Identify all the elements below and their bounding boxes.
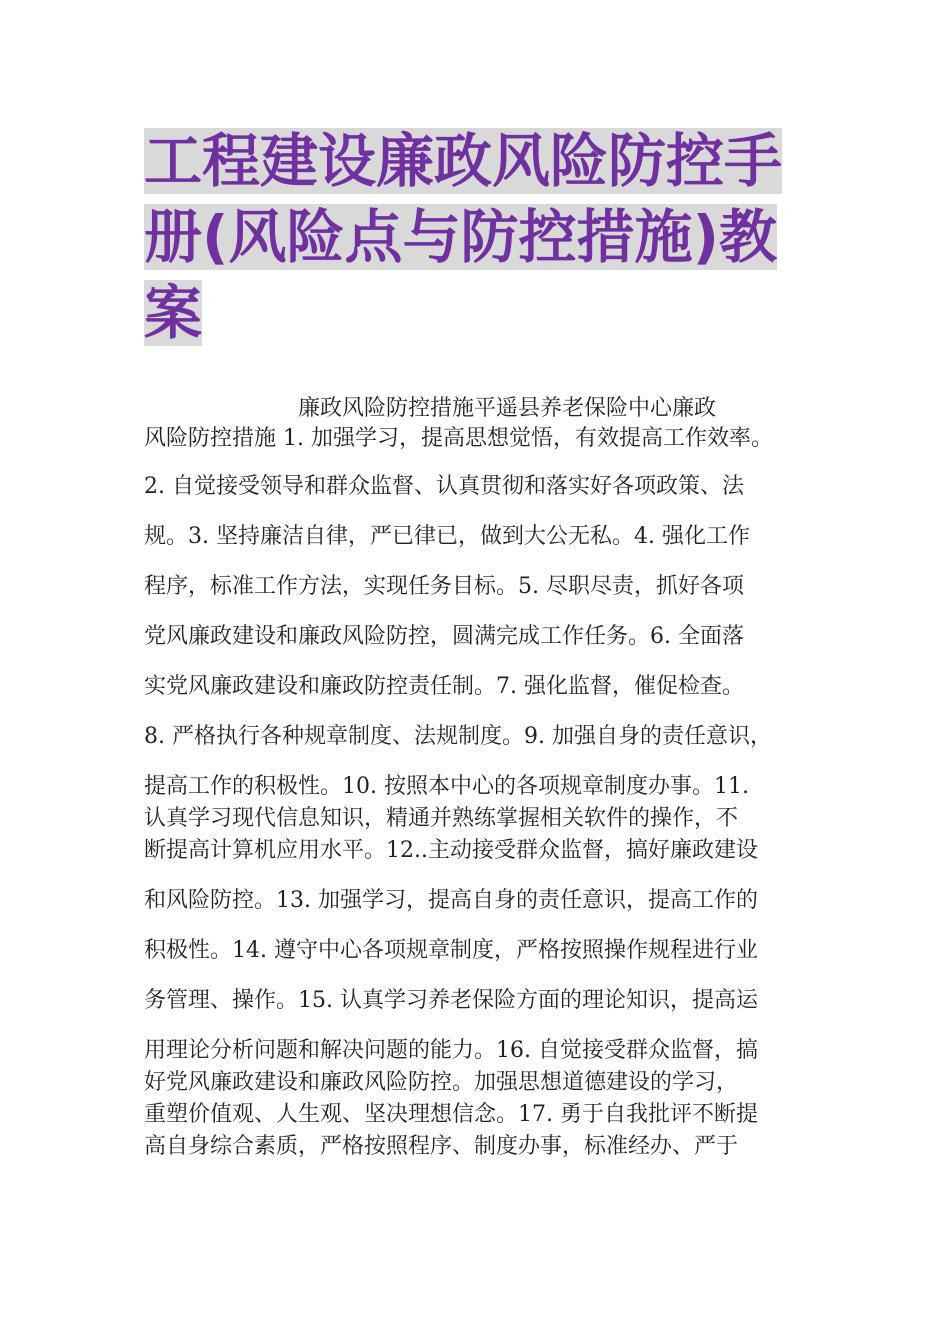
body-line-16: 好党风廉政建设和廉政风险防控。加强思想道德建设的学习， bbox=[144, 1070, 739, 1095]
body-line-17: 重塑价值观、人生观、坚决理想信念。17. 勇于自我批评不断提 bbox=[144, 1102, 758, 1127]
body-line-6: 党风廉政建设和廉政风险防控，圆满完成工作任务。6. 全面落 bbox=[144, 624, 744, 649]
body-line-3: 2. 自觉接受领导和群众监督、认真贯彻和落实好各项政策、法 bbox=[144, 474, 744, 499]
body-line-14: 务管理、操作。15. 认真学习养老保险方面的理论知识，提高运 bbox=[144, 988, 758, 1013]
body-line-10: 认真学习现代信息知识，精通并熟练掌握相关软件的操作，不 bbox=[144, 806, 739, 831]
body-line-12: 和风险防控。13. 加强学习，提高自身的责任意识，提高工作的 bbox=[144, 888, 758, 913]
document-body bbox=[144, 396, 808, 1160]
title-line-2: 册(风险点与防控措施)教 bbox=[144, 203, 778, 271]
body-line-8: 8. 严格执行各种规章制度、法规制度。9. 加强自身的责任意识， bbox=[144, 724, 772, 749]
body-line-4: 规。3. 坚持廉洁自律，严已律已，做到大公无私。4. 强化工作 bbox=[144, 524, 750, 549]
title-line-1: 工程建设廉政风险防控手 bbox=[144, 127, 783, 195]
body-line-2: 风险防控措施 1. 加强学习，提高思想觉悟，有效提高工作效率。 bbox=[144, 426, 773, 451]
body-line-7: 实党风廉政建设和廉政防控责任制。7. 强化监督，催促检查。 bbox=[144, 674, 744, 699]
title-line-3: 案 bbox=[144, 279, 203, 347]
body-line-15: 用理论分析问题和解决问题的能力。16. 自觉接受群众监督，搞 bbox=[144, 1038, 758, 1063]
body-line-11: 断提高计算机应用水平。12..主动接受群众监督，搞好廉政建设 bbox=[144, 838, 758, 863]
body-line-13: 积极性。14. 遵守中心各项规章制度，严格按照操作规程进行业 bbox=[144, 938, 758, 963]
body-line-9: 提高工作的积极性。10. 按照本中心的各项规章制度办事。11. bbox=[144, 774, 749, 799]
document-title bbox=[144, 128, 814, 356]
body-line-5: 程序，标准工作方法，实现任务目标。5. 尽职尽责，抓好各项 bbox=[144, 574, 744, 599]
body-line-18: 高自身综合素质，严格按照程序、制度办事，标准经办、严于 bbox=[144, 1134, 739, 1159]
body-line-1: 廉政风险防控措施平遥县养老保险中心廉政 bbox=[144, 396, 717, 421]
